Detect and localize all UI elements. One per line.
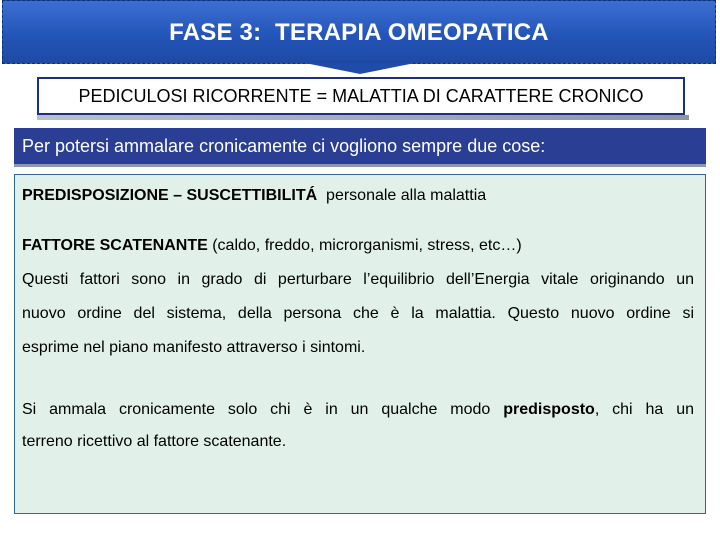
para2-line2: terreno ricettivo al fattore scatenante. (22, 433, 287, 450)
point1-bold: PREDISPOSIZIONE – SUSCETTIBILITÁ (22, 187, 318, 204)
point2-bold: FATTORE SCATENANTE (22, 237, 208, 254)
section-heading: Per potersi ammalare cronicamente ci vogliono sempre due cose: (22, 135, 546, 156)
point2-rest: (caldo, freddo, microrganismi, stress, etc…) (207, 237, 522, 254)
subtitle-box (37, 77, 685, 115)
subtitle-text: PEDICULOSI RICORRENTE = MALATTIA DI CARATTERE CRONICO (78, 85, 644, 106)
para2-part-b: , chi ha un (594, 401, 695, 418)
para2-line1 (22, 401, 694, 419)
point1-rest: personale alla malattia (317, 187, 487, 204)
point-fattore-scatenante (22, 237, 694, 255)
para2-part-a: Si ammala cronicamente solo chi è in un qualche modo (22, 401, 504, 418)
slide-title: FASE 3: TERAPIA OMEOPATICA (169, 19, 549, 46)
title-bar (2, 0, 716, 64)
para1-line1: Questi fattori sono in grado di perturbare l’equilibrio dell’Energia vitale originando un (22, 271, 694, 288)
section-heading-bar (14, 128, 706, 164)
para1-line2: nuovo ordine del sistema, della persona che è la malattia. Questo nuovo ordine si (22, 305, 694, 322)
title-notch (300, 63, 420, 75)
content-box (14, 174, 706, 514)
subtitle-shadow (37, 115, 689, 120)
point-predisposizione (22, 187, 694, 205)
para1-line3: esprime nel piano manifesto attraverso i sintomi. (22, 339, 366, 356)
para2-bold: predisposto (503, 401, 595, 418)
